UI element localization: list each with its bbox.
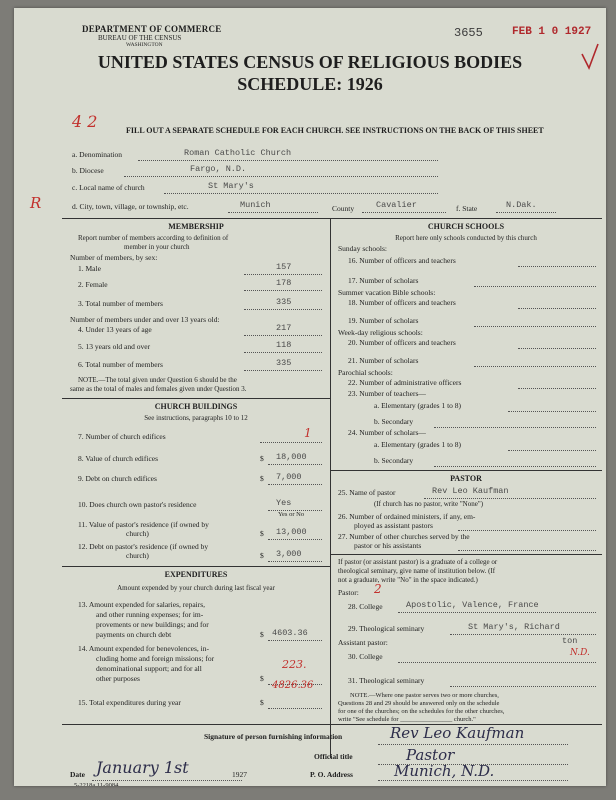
church-buildings-heading: CHURCH BUILDINGS [154,402,238,411]
q6-label: 6. Total number of members [78,360,163,369]
q31-label: 31. Theological seminary [348,676,425,685]
q13-label-4: payments on church debt [96,630,172,639]
q7-label: 7. Number of church edifices [78,432,166,441]
q23b-label: b. Secondary [374,417,414,426]
q11-label-2: church) [126,529,149,538]
members-by-age-label: Number of members under and over 13 years old: [70,315,220,324]
membership-heading: MEMBERSHIP [168,222,224,231]
po-address-field[interactable]: Munich, N.D. [394,762,495,780]
membership-note-2: same as the total of males and females given under Question 3. [70,385,247,393]
q3-label: 3. Total number of members [78,299,163,308]
summer-schools-label: Summer vacation Bible schools: [338,288,436,297]
yes-or-no-hint: Yes or No [278,511,305,518]
date-field[interactable]: January 1st [96,758,189,777]
city-field[interactable]: Munich [240,200,271,210]
q27-label-2: pastor or his assistants [354,541,422,550]
serial-number: 3655 [454,26,483,40]
membership-intro: Report number of members according to definition of [78,234,229,242]
membership-intro-2: member in your church [124,243,190,251]
diocese-label: b. Diocese [72,166,104,175]
graduate-instruction-2: theological seminary, give name of institution below. (If [338,567,496,575]
schools-intro: Report here only schools conducted by this church [395,234,537,242]
q16-label: 16. Number of officers and teachers [348,256,456,265]
assistant-pastor-subheading: Assistant pastor: [338,638,388,647]
q13-label-2: and other running expenses; for im- [96,610,204,619]
q15-total-field[interactable]: 4826.36 [272,680,314,691]
q24b-label: b. Secondary [374,456,414,465]
bureau-city: WASHINGTON [126,42,163,48]
q29-seminary-continued: ton [562,636,578,646]
graduate-instruction: If pastor (or assistant pastor) is a graduate of a college or [338,558,498,566]
q2-label: 2. Female [78,280,108,289]
q14-label: 14. Amount expended for benevolences, in- [78,644,210,653]
date-label: Date [70,770,85,779]
q10-residence-field[interactable]: Yes [276,498,292,508]
official-title-field[interactable]: Pastor [406,746,455,764]
q13-expended-field[interactable]: 4603.36 [272,628,308,638]
state-field[interactable]: N.Dak. [506,200,537,210]
expenditures-intro: Amount expended by your church during last fiscal year [117,584,275,592]
denomination-label: a. Denomination [72,150,122,159]
q21-label: 21. Number of scholars [348,356,419,365]
q1-male-field[interactable]: 157 [276,262,292,272]
bureau-name: BUREAU OF THE CENSUS [98,34,182,42]
local-name-label: c. Local name of church [72,183,145,192]
q15-label: 15. Total expenditures during year [78,698,181,707]
local-name-field[interactable]: St Mary's [208,181,254,191]
form-code: 5-2218a 11-9084 [74,782,119,786]
q24-label: 24. Number of scholars— [348,428,426,437]
dollar-sign: $ [260,551,264,560]
dollar-sign: $ [260,454,264,463]
dollar-sign: $ [260,529,264,538]
state-label: f. State [456,204,478,213]
parochial-schools-label: Parochial schools: [338,368,393,377]
po-address-label: P. O. Address [310,770,353,779]
q19-label: 19. Number of scholars [348,316,419,325]
q20-label: 20. Number of officers and teachers [348,338,456,347]
received-date-stamp: FEB 1 0 1927 [512,26,592,38]
dollar-sign: $ [260,474,264,483]
q14-benevolences-field[interactable]: 223. [282,658,307,671]
q27-label: 27. Number of other churches served by the [338,532,470,541]
official-title-label: Official title [314,752,353,761]
q25-label: 25. Name of pastor [338,488,396,497]
q11-value-field[interactable]: 13,000 [276,527,307,537]
q9-label: 9. Debt on church edifices [78,474,157,483]
census-schedule-sheet [14,8,606,786]
pastor-subheading: Pastor: [338,588,359,597]
q5-over13-field[interactable]: 118 [276,340,292,350]
form-title: UNITED STATES CENSUS OF RELIGIOUS BODIES [97,52,523,72]
q8-value-field[interactable]: 18,000 [276,452,307,462]
denomination-field[interactable]: Roman Catholic Church [184,148,292,158]
q5-label: 5. 13 years old and over [78,342,151,351]
pastor-note-4: write "See schedule for ________________ church." [338,716,476,723]
q26-label: 26. Number of ordained ministers, if any, em- [338,512,476,521]
q23a-label: a. Elementary (grades 1 to 8) [374,401,462,410]
date-year: 1927 [232,770,247,779]
graduate-instruction-3: not a graduate, write "No" in the space indicated.) [338,576,478,584]
q9-debt-field[interactable]: 7,000 [276,472,302,482]
county-label: County [332,204,355,213]
q14-label-4: other purposes [96,674,140,683]
q17-label: 17. Number of scholars [348,276,419,285]
q8-label: 8. Value of church edifices [78,454,159,463]
dollar-sign: $ [260,674,264,683]
q13-label: 13. Amount expended for salaries, repairs, [78,600,206,609]
pastor-note-2: Questions 28 and 29 should be answered only on the schedule [338,700,500,707]
q3-total-field[interactable]: 335 [276,297,292,307]
q23-label: 23. Number of teachers— [348,389,426,398]
church-schools-heading: CHURCH SCHOOLS [427,222,505,231]
q2-female-field[interactable]: 178 [276,278,292,288]
q10-label: 10. Does church own pastor's residence [78,500,197,509]
q4-under13-field[interactable]: 217 [276,323,292,333]
dollar-sign: $ [260,698,264,707]
buildings-intro: See instructions, paragraphs 10 to 12 [144,414,248,422]
signature-field[interactable]: Rev Leo Kaufman [390,724,525,742]
q12-label-2: church) [126,551,149,560]
expenditures-heading: EXPENDITURES [164,570,228,579]
q13-label-3: provements or new buildings; and for [96,620,209,629]
q12-label: 12. Debt on pastor's residence (if owned by [78,542,209,551]
q7-edifices-field[interactable]: 1 [304,426,312,440]
margin-handwritten-mark: 4 2 [72,112,98,131]
q14-label-3: denominational support; and for all [96,664,202,673]
r-handwritten-mark: R [30,194,42,212]
pastor-heading: PASTOR [450,474,482,483]
diocese-field[interactable]: Fargo, N.D. [190,164,247,174]
department-name: DEPARTMENT OF COMMERCE [82,24,222,34]
city-label: d. City, town, village, or township, etc. [72,202,189,211]
q25-note: (If church has no pastor, write "None") [374,500,484,508]
dollar-sign: $ [260,630,264,639]
q28-label: 28. College [348,602,383,611]
q6-total-field[interactable]: 335 [276,358,292,368]
q26-label-2: ployed as assistant pastors [354,521,433,530]
q25-pastor-name-field[interactable]: Rev Leo Kaufman [432,486,509,496]
membership-note: NOTE.—The total given under Question 6 should be the [78,376,237,384]
sunday-schools-label: Sunday schools: [338,244,387,253]
q29-state-handwritten: N.D. [570,648,590,658]
signature-label: Signature of person furnishing information [204,732,343,741]
q4-label: 4. Under 13 years of age [78,325,152,334]
q29-seminary-field[interactable]: St Mary's, Richard [468,622,560,632]
pastor-handwritten-mark: 2 [374,582,382,596]
q11-label: 11. Value of pastor's residence (if owned by [78,520,209,529]
members-by-sex-label: Number of members, by sex: [70,253,158,262]
pastor-note: NOTE.—Where one pastor serves two or more churches, [350,692,499,699]
county-field[interactable]: Cavalier [376,200,417,210]
q29-label: 29. Theological seminary [348,624,425,633]
form-instruction: FILL OUT A SEPARATE SCHEDULE FOR EACH CHURCH. SEE INSTRUCTIONS ON THE BACK OF THIS SHEET [126,126,544,135]
q14-label-2: cluding home and foreign missions; for [96,654,215,663]
q1-label: 1. Male [78,264,101,273]
q18-label: 18. Number of officers and teachers [348,298,456,307]
q30-label: 30. College [348,652,383,661]
q12-debt-field[interactable]: 3,000 [276,549,302,559]
q22-label: 22. Number of administrative officers [348,378,462,387]
q24a-label: a. Elementary (grades 1 to 8) [374,440,462,449]
form-subtitle: SCHEDULE: 1926 [237,74,383,94]
pastor-note-3: for one of the churches; on the schedules for the other churches, [338,708,505,715]
weekday-schools-label: Week-day religious schools: [338,328,423,337]
q28-college-field[interactable]: Apostolic, Valence, France [406,600,539,610]
